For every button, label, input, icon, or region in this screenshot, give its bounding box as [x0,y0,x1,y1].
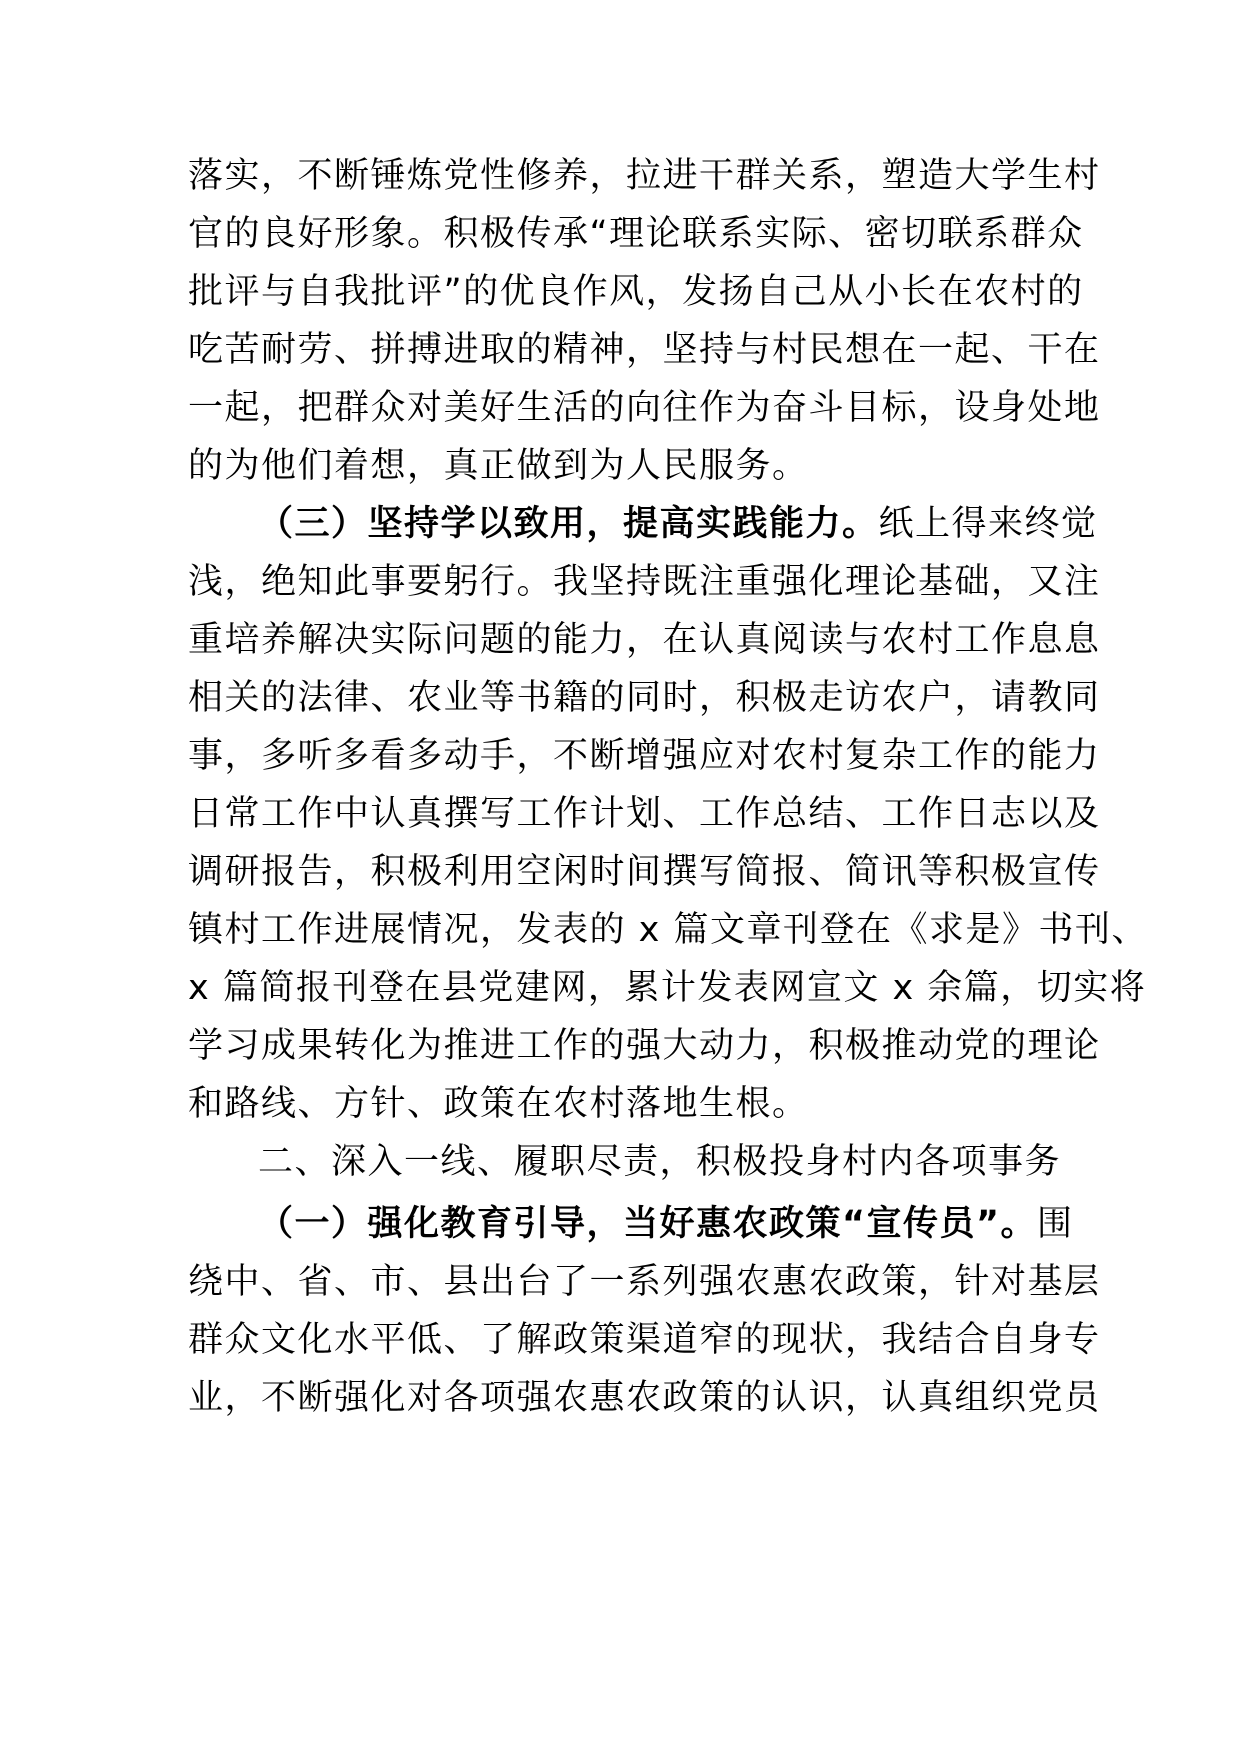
paragraph-line: 镇村工作进展情况，发表的 x 篇文章刊登在《求是》书刊、 [188,910,1148,950]
paragraph-line: 相关的法律、农业等书籍的同时，积极走访农户，请教同 [188,678,1101,718]
paragraph-line: 的为他们着想，真正做到为人民服务。 [188,446,809,486]
paragraph-line: 和路线、方针、政策在农村落地生根。 [188,1084,809,1124]
paragraph-line: 事，多听多看多动手，不断增强应对农村复杂工作的能力 [188,736,1101,776]
paragraph-line: x 篇简报刊登在县党建网，累计发表网宣文 x 余篇，切实将 [188,968,1147,1008]
subsection-heading: （一）强化教育引导，当好惠农政策“宣传员”。 [258,1204,1038,1244]
subsection-heading: （三）坚持学以致用，提高实践能力。 [258,504,879,544]
paragraph-line: 一起，把群众对美好生活的向往作为奋斗目标，设身处地 [188,388,1101,428]
paragraph-first-line [258,494,1098,554]
paragraph-line: 批评与自我批评”的优良作风，发扬自己从小长在农村的 [188,272,1084,312]
section-heading: 二、深入一线、履职尽责，积极投身村内各项事务 [258,1142,1062,1182]
paragraph-line: 绕中、省、市、县出台了一系列强农惠农政策，针对基层 [188,1262,1101,1302]
paragraph-line: 学习成果转化为推进工作的强大动力，积极推动党的理论 [188,1026,1101,1066]
paragraph-line: 业，不断强化对各项强农惠农政策的认识，认真组织党员 [188,1378,1101,1418]
paragraph-line: 调研报告，积极利用空闲时间撰写简报、简讯等积极宣传 [188,852,1101,892]
paragraph-text: 围 [1037,1204,1074,1244]
paragraph-line: 日常工作中认真撰写工作计划、工作总结、工作日志以及 [188,794,1101,834]
paragraph-line: 群众文化水平低、了解政策渠道窄的现状，我结合自身专 [188,1320,1101,1360]
paragraph-first-line [258,1194,1074,1254]
paragraph-line: 吃苦耐劳、拼搏进取的精神，坚持与村民想在一起、干在 [188,330,1101,370]
paragraph-line: 重培养解决实际问题的能力，在认真阅读与农村工作息息 [188,620,1101,660]
paragraph-line: 浅，绝知此事要躬行。我坚持既注重强化理论基础，又注 [188,562,1101,602]
paragraph-line: 落实，不断锤炼党性修养，拉进干群关系，塑造大学生村 [188,156,1101,196]
paragraph-line: 官的良好形象。积极传承“理论联系实际、密切联系群众 [188,214,1084,254]
paragraph-text: 纸上得来终觉 [878,504,1098,544]
